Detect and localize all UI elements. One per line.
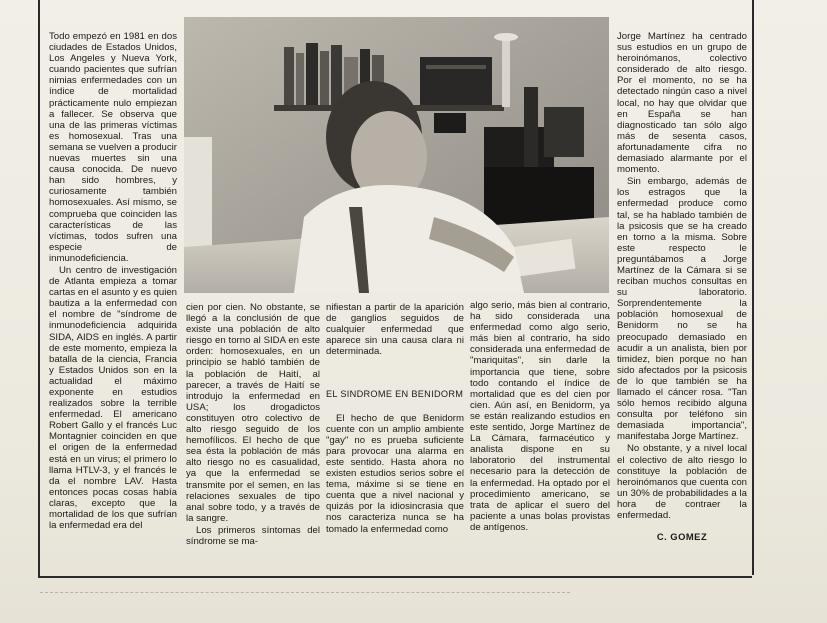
section-subheading: EL SINDROME EN BENIDORM bbox=[326, 389, 464, 400]
cut-line bbox=[40, 592, 570, 593]
paragraph: cien por cien. No obstante, se llegó a la conclusión de que existe una población de alto riesgo en torno al SIDA en este orden: homosexuales, en un principio se habló también de la población de Haití, al parecer, a través de Haití se introdujo la enfermedad en USA; los drogadictos constituyen otro colectivo de alto riesgo seguido de los hemofílicos. El hecho de que sea ésta la población de más alto riesgo no es casualidad, ya que la enfermedad se transmite por el semen, en las relaciones sexuales de tipo anal sobre todo, y a través de la sangre. bbox=[186, 302, 320, 524]
paragraph: Sin embargo, además de los estragos que la enfermedad produce como tal, se ha hablado también de la psicosis que se ha creado en torno a la misma. Sobre este respecto le preguntábamos a Jorge Martínez de la Cámara si se reciban muchos consultas en su laboratorio. Sorprendentemente la población homosexual de Benidorm no se ha preocupado demasiado en acudir a un analista, bien por timidez, bien porque no han sido afectados por la psicosis de lo que también se ha llamado el cáncer rosa. "Tan sólo hemos recibido alguna consulta por teléfono sin demasiada importancia", manifestaba Jorge Martínez. bbox=[617, 176, 747, 443]
article-column-4 bbox=[470, 300, 610, 576]
bottom-rule bbox=[38, 576, 752, 578]
paragraph: Todo empezó en 1981 en dos ciudades de Estados Unidos, Los Angeles y Nueva York, cuando pacientes que sufrían nimias enfermedades con un índice de mortalidad prácticamente nulo empiezan a fallecer. Se observa que una de las primeras víctimas es homosexual. Tras una semana se vuelven a producir nuevas muertes sin una causa conocida. De nuevo han sido hombres, y curiosamente también homosexuales. Así mismo, se comprueba que coinciden las características de las víctimas, todos sufren una especie de inmunodeficiencia. bbox=[49, 31, 177, 264]
paragraph: No obstante, y a nivel local el colectivo de alto riesgo lo constituye la población de heroinómanos que cuenta con un 30% de probabilidades a la hora de contraer la enfermedad. bbox=[617, 443, 747, 522]
right-column-rule bbox=[752, 0, 754, 575]
article-column-5 bbox=[617, 31, 747, 576]
left-column-rule bbox=[38, 0, 40, 578]
photo-researcher-at-microscope bbox=[184, 17, 609, 293]
article-column-3 bbox=[326, 302, 464, 576]
article-column-2 bbox=[186, 302, 320, 576]
paragraph: nifiestan a partir de la aparición de ganglios seguidos de cualquier enfermedad que aparece sin una causa clara ni determinada. bbox=[326, 302, 464, 358]
paragraph: Un centro de investigación de Atlanta empieza a tomar cartas en el asunto y es quien bautiza a la enfermedad con el nombre de "síndrome de inmunodeficiencia adquirida SIDA, AIDS en inglés. A partir de este momento, empieza la batalla de la ciencia, Francia y Estados Unidos son en la actualidad el máximo exponente en estudios realizados sobre la terrible enfermedad. El americano Robert Gallo y el francés Luc Montagnier coinciden en que el origen de la enfermedad está en un virus; el primero lo llama HTLV-3, y el francés le da el nombre LAV. Hasta entonces pocas cosas había claras, excepto que la mortalidad de los que sufrían la enfermedad era del bbox=[49, 264, 177, 532]
paragraph: algo serio, más bien al contrario, ha sido considerada una enfermedad como algo serio, más bien al contrario, ha sido considerada una enfermedad de "mariquitas", sin darle la importancia que tiene, sobre todo contando el índice de mortalidad que es del cien por cien. Aún así, en Benidorm, ya se están realizando estudios en este sentido, Jorge Martínez de La Cámara, farmacéutico y analista dispone en su laboratorio del instrumental necesario para la detección de la enfermedad. Ha optado por el procedimiento americano, se trata de aplicar el suero del paciente a unas bolas provistas de antígenos. bbox=[470, 300, 610, 533]
article-column-1 bbox=[49, 31, 177, 576]
paragraph: El hecho de que Benidorm cuente con un amplio ambiente "gay" no es prueba suficiente para provocar una alarma en este sentido. Hasta ahora no existen estudios serios sobre el tema, máxime si se tiene en cuenta que a nivel nacional y quizás por la idiosincrasia que nos caracteriza nunca se ha tomado la enfermedad como bbox=[326, 412, 464, 535]
photo-illustration bbox=[184, 17, 609, 293]
author-byline: C. GOMEZ bbox=[656, 531, 708, 543]
paragraph: Los primeros síntomas del síndrome se ma- bbox=[186, 524, 320, 547]
paragraph: Jorge Martínez ha centrado sus estudios en un grupo de heroinómanos, colectivo considerado de alto riesgo. Por el momento, no se ha detectado ningún caso a nivel local, no hay que olvidar que en España se han diagnosticado tan sólo algo más de sesenta casos, afortunadamente cifra no demasiado alarmante por el momento. bbox=[617, 31, 747, 176]
